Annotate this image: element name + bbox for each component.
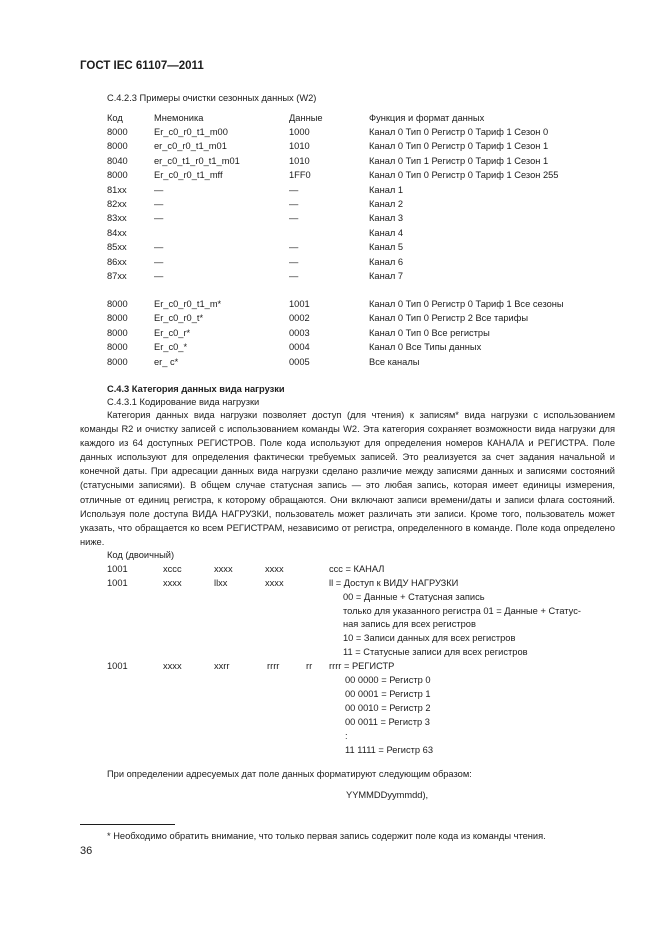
row-data: 1000 xyxy=(289,127,310,137)
access-option: только для указанного регистра 01 = Данные + Статус- xyxy=(343,606,581,616)
row-data: 1010 xyxy=(289,141,310,152)
row-function: Канал 0 Все Типы данных xyxy=(369,342,482,353)
register-entry: 00 0001 = Регистр 1 xyxy=(345,689,431,699)
section-c43-title: С.4.3 Категория данных вида нагрузки xyxy=(107,384,285,394)
register-entry: : xyxy=(345,731,348,741)
row-function: Канал 0 Тип 1 Регистр 0 Тариф 1 Сезон 1 xyxy=(369,155,549,166)
row-function: Канал 0 Тип 0 Регистр 0 Тариф 1 Сезон 255 xyxy=(369,170,559,181)
data-format-intro: При определении адресуемых дат поле данных форматируют следующим образом: xyxy=(107,769,472,779)
row-code: 8000 xyxy=(107,127,128,137)
row-mnemonic: er_c0_r0_t1_m01 xyxy=(154,141,227,152)
register-entry: 11 1111 = Регистр 63 xyxy=(345,745,433,755)
row-data: — xyxy=(289,213,299,224)
row-mnemonic: Er_c0_r0_t1_m00 xyxy=(154,127,228,137)
register-entry: 00 0000 = Регистр 0 xyxy=(345,675,431,685)
row-function: Канал 2 xyxy=(369,199,404,209)
row-code: 8000 xyxy=(107,342,128,353)
row-data: 0004 xyxy=(289,342,310,353)
code-line3-bits1: 1001 xyxy=(107,661,128,671)
row-function: Канал 4 xyxy=(369,227,404,238)
row-function: Канал 7 xyxy=(369,271,404,281)
row-data: 1010 xyxy=(289,155,310,166)
row-mnemonic: Er_c0_* xyxy=(154,342,188,353)
row-function: Канал 6 xyxy=(369,256,404,267)
code-line1-bits4: xxxx xyxy=(265,564,284,574)
access-option: ная запись для всех регистров xyxy=(343,619,476,629)
row-function: Канал 0 Тип 0 Все регистры xyxy=(369,327,490,338)
row-mnemonic: — xyxy=(154,213,164,224)
section-c423-title: С.4.2.3 Примеры очистки сезонных данных (W2) xyxy=(107,93,317,103)
row-code: 85xx xyxy=(107,242,127,253)
row-data: 0002 xyxy=(289,313,310,324)
code-line1-meaning: ccc = КАНАЛ xyxy=(329,564,385,574)
document-header: ГОСТ IEC 61107—2011 xyxy=(80,60,204,72)
col-header-mnemonic: Мнемоника xyxy=(154,113,204,123)
row-mnemonic: — xyxy=(154,256,164,267)
row-mnemonic: — xyxy=(154,184,164,195)
row-code: 87xx xyxy=(107,271,127,281)
row-data: 0003 xyxy=(289,327,310,338)
row-data: — xyxy=(289,184,299,195)
code-line3-bits4: rrrr xyxy=(267,661,280,671)
footnote: * Необходимо обратить внимание, что только первая запись содержит поле кода из команды чтения. xyxy=(107,831,546,841)
row-code: 81xx xyxy=(107,184,127,195)
code-line3-meaning: rrrr = РЕГИСТР xyxy=(329,661,395,671)
row-code: 84xx xyxy=(107,227,127,238)
code-label: Код (двоичный) xyxy=(107,550,175,560)
row-code: 8000 xyxy=(107,299,128,309)
row-mnemonic: er_c0_t1_r0_t1_m01 xyxy=(154,155,240,166)
row-data: 0005 xyxy=(289,356,310,367)
code-line1-bits3: xxxx xyxy=(214,564,233,574)
row-function: Канал 3 xyxy=(369,213,404,224)
col-header-function: Функция и формат данных xyxy=(369,113,485,123)
row-mnemonic: er_ c* xyxy=(154,356,179,367)
row-code: 8000 xyxy=(107,170,128,181)
row-mnemonic: — xyxy=(154,242,164,253)
row-data: — xyxy=(289,199,299,209)
row-data: — xyxy=(289,271,299,281)
code-line3-bits3: xxrr xyxy=(214,661,230,671)
code-line2-bits1: 1001 xyxy=(107,578,128,588)
row-code: 8000 xyxy=(107,356,128,367)
page-number: 36 xyxy=(80,845,93,857)
row-data: — xyxy=(289,256,299,267)
row-function: Канал 0 Тип 0 Регистр 0 Тариф 1 Сезон 1 xyxy=(369,141,549,152)
access-option: 00 = Данные + Статусная запись xyxy=(343,592,485,602)
row-code: 8000 xyxy=(107,327,128,338)
row-function: Канал 0 Тип 0 Регистр 0 Тариф 1 Все сезоны xyxy=(369,299,564,309)
paragraph: Категория данных вида нагрузки позволяет доступ (для чтения) к записям* вида нагрузки с использованием команды R2 и очистку записей с использованием команды W2. Эта категория сохраняет возможности вида нагрузки для каждого из 64 доступных РЕГИСТРОВ. Поле кода используют для определения номеров КАНАЛА и РЕГИСТРА. Поле данных используют для определения фактически требуемых записей. Это реализуется за счет задания начальной и конечной даты. При адресации данных вида нагрузки сделано различие между записями данных и записями состояний (статусными записями). В общем случае статусная запись — это любая запись, которая имеет единицы измерения, отличные от единиц регистра, к которому обращаются. Они включают записи времени/даты и записи флага состояний. Используя поле доступа ВИДА НАГРУЗКИ, пользователь может различать эти записи. Кроме того, пользователь может указать, что обращается ко всем РЕГИСТРАМ, независимо от регистра, определенного в команде. Поле кода определено ниже. xyxy=(80,410,615,547)
code-line2-bits4: xxxx xyxy=(265,578,284,588)
row-mnemonic: Er_c0_r0_t1_mff xyxy=(154,170,223,181)
row-code: 8000 xyxy=(107,141,128,152)
row-function: Канал 5 xyxy=(369,242,404,253)
row-function: Все каналы xyxy=(369,356,420,367)
row-mnemonic: — xyxy=(154,199,164,209)
code-line1-bits1: 1001 xyxy=(107,564,128,574)
row-mnemonic: Er_c0_r0_t1_m* xyxy=(154,299,222,309)
code-line2-bits3: llxx xyxy=(214,578,228,588)
row-function: Канал 0 Тип 0 Регистр 2 Все тарифы xyxy=(369,313,529,324)
row-code: 83xx xyxy=(107,213,127,224)
load-profile-description xyxy=(80,408,615,549)
row-mnemonic: Er_c0_r0_t* xyxy=(154,313,204,324)
row-code: 8040 xyxy=(107,155,128,166)
row-data: 1001 xyxy=(289,299,310,309)
row-data: 1FF0 xyxy=(289,170,311,181)
row-data: — xyxy=(289,242,299,253)
row-function: Канал 1 xyxy=(369,184,404,195)
row-function: Канал 0 Тип 0 Регистр 0 Тариф 1 Сезон 0 xyxy=(369,127,549,137)
code-line3-bits5: rr xyxy=(306,661,313,671)
col-header-code: Код xyxy=(107,113,123,123)
row-code: 82xx xyxy=(107,199,127,209)
code-line2-bits2: xxxx xyxy=(163,578,182,588)
register-entry: 00 0011 = Регистр 3 xyxy=(345,717,430,727)
register-entry: 00 0010 = Регистр 2 xyxy=(345,703,431,713)
col-header-data: Данные xyxy=(289,113,323,123)
footnote-separator xyxy=(80,824,175,825)
row-code: 86xx xyxy=(107,256,127,267)
row-mnemonic: Er_c0_r* xyxy=(154,327,191,338)
code-line1-bits2: xccc xyxy=(163,564,182,574)
data-format-string: YYMMDDyymmdd), xyxy=(346,790,429,800)
access-option: 11 = Статусные записи для всех регистров xyxy=(343,647,528,657)
section-c431-title: С.4.3.1 Кодирование вида нагрузки xyxy=(107,397,260,407)
row-code: 8000 xyxy=(107,313,128,324)
row-mnemonic: — xyxy=(154,271,164,281)
code-line3-bits2: xxxx xyxy=(163,661,182,671)
code-line2-meaning: ll = Доступ к ВИДУ НАГРУЗКИ xyxy=(329,578,459,588)
access-option: 10 = Записи данных для всех регистров xyxy=(343,633,516,643)
